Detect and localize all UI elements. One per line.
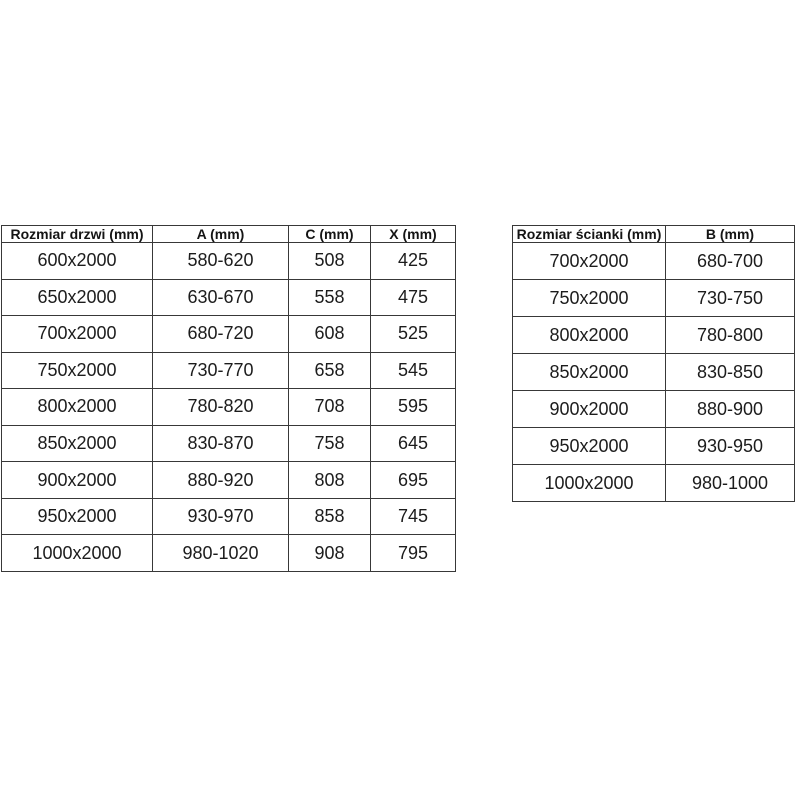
table-cell: 750x2000 (2, 352, 153, 389)
table-cell: 900x2000 (513, 391, 666, 428)
table-cell: 425 (371, 243, 456, 280)
table-cell: 645 (371, 425, 456, 462)
table-cell: 908 (289, 535, 371, 572)
column-header: C (mm) (289, 226, 371, 243)
table-cell: 880-900 (666, 391, 795, 428)
table-row (2, 389, 456, 426)
table-cell: 830-850 (666, 354, 795, 391)
column-header: Rozmiar ścianki (mm) (513, 226, 666, 243)
table-cell: 1000x2000 (2, 535, 153, 572)
table-row (2, 535, 456, 572)
table-cell: 758 (289, 425, 371, 462)
wall-size-table-body (513, 243, 795, 502)
table-cell: 780-820 (153, 389, 289, 426)
table-cell: 558 (289, 279, 371, 316)
table-cell: 708 (289, 389, 371, 426)
table-row (2, 462, 456, 499)
column-header: B (mm) (666, 226, 795, 243)
table-cell: 608 (289, 316, 371, 353)
table-cell: 745 (371, 498, 456, 535)
table-cell: 800x2000 (2, 389, 153, 426)
table-cell: 730-750 (666, 280, 795, 317)
table-row (2, 279, 456, 316)
table-cell: 858 (289, 498, 371, 535)
column-header: A (mm) (153, 226, 289, 243)
table-cell: 950x2000 (2, 498, 153, 535)
table-cell: 900x2000 (2, 462, 153, 499)
table-cell: 830-870 (153, 425, 289, 462)
table-cell: 795 (371, 535, 456, 572)
table-cell: 475 (371, 279, 456, 316)
table-cell: 700x2000 (513, 243, 666, 280)
table-row (2, 316, 456, 353)
table-cell: 730-770 (153, 352, 289, 389)
door-size-table (1, 225, 456, 572)
table-row (2, 352, 456, 389)
table-cell: 630-670 (153, 279, 289, 316)
table-cell: 595 (371, 389, 456, 426)
table-cell: 600x2000 (2, 243, 153, 280)
table-row (513, 428, 795, 465)
table-cell: 980-1020 (153, 535, 289, 572)
table-cell: 508 (289, 243, 371, 280)
table-cell: 808 (289, 462, 371, 499)
table-cell: 800x2000 (513, 317, 666, 354)
table-row (513, 243, 795, 280)
table-row (513, 354, 795, 391)
table-row (513, 317, 795, 354)
wall-size-table (512, 225, 795, 502)
table-cell: 545 (371, 352, 456, 389)
table-cell: 980-1000 (666, 465, 795, 502)
table-row (2, 498, 456, 535)
door-size-table-header (2, 226, 456, 243)
table-cell: 850x2000 (2, 425, 153, 462)
table-row (513, 391, 795, 428)
table-cell: 950x2000 (513, 428, 666, 465)
table-cell: 930-970 (153, 498, 289, 535)
wall-size-table-header (513, 226, 795, 243)
table-cell: 525 (371, 316, 456, 353)
table-row (513, 465, 795, 502)
column-header: Rozmiar drzwi (mm) (2, 226, 153, 243)
table-cell: 680-720 (153, 316, 289, 353)
table-cell: 680-700 (666, 243, 795, 280)
table-cell: 850x2000 (513, 354, 666, 391)
table-cell: 658 (289, 352, 371, 389)
table-cell: 1000x2000 (513, 465, 666, 502)
header-row (2, 226, 456, 243)
table-cell: 650x2000 (2, 279, 153, 316)
table-cell: 880-920 (153, 462, 289, 499)
table-cell: 700x2000 (2, 316, 153, 353)
header-row (513, 226, 795, 243)
table-row (2, 243, 456, 280)
column-header: X (mm) (371, 226, 456, 243)
table-cell: 780-800 (666, 317, 795, 354)
door-size-table-body (2, 243, 456, 572)
table-cell: 930-950 (666, 428, 795, 465)
table-cell: 695 (371, 462, 456, 499)
table-cell: 750x2000 (513, 280, 666, 317)
table-row (513, 280, 795, 317)
table-cell: 580-620 (153, 243, 289, 280)
table-row (2, 425, 456, 462)
